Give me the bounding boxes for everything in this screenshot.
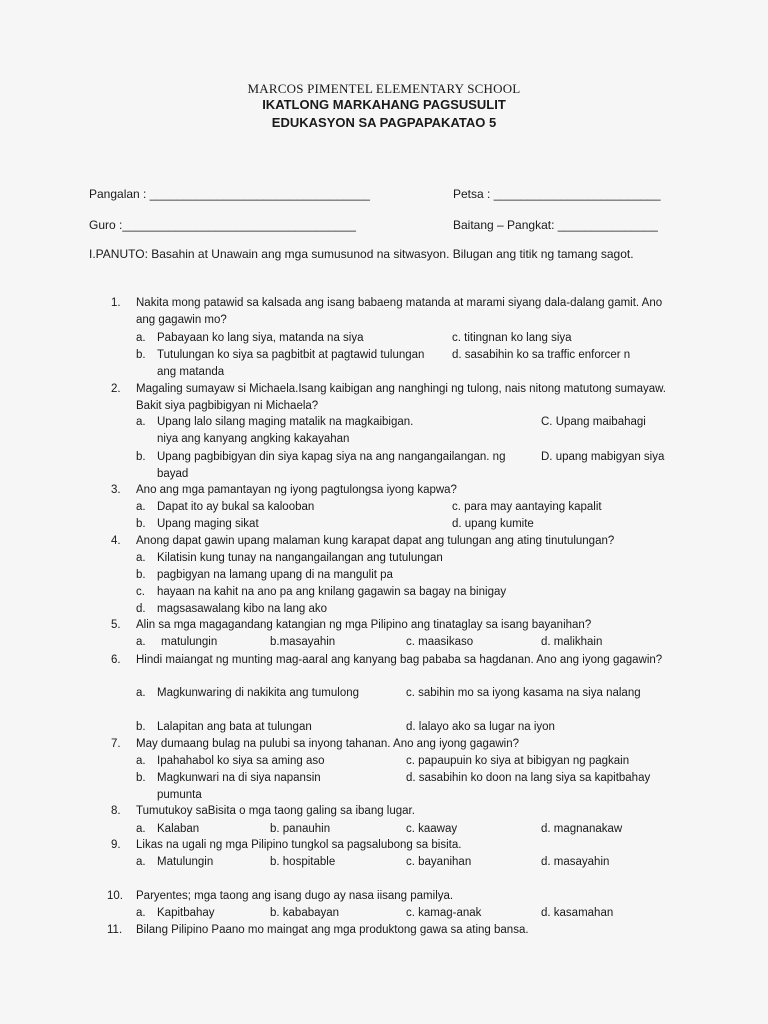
question-text: Paryentes; mga taong ang isang dugo ay nasa iisang pamilya.: [136, 890, 454, 902]
choice-text: Kalaban: [157, 823, 200, 835]
choice-text: Ipahahabol ko siya sa aming aso: [157, 755, 325, 767]
choice-letter: a.: [136, 687, 146, 699]
school-name: MARCOS PIMENTEL ELEMENTARY SCHOOL: [247, 81, 521, 96]
choice-text: c. maasikaso: [406, 636, 474, 648]
choice-text: d. sasabihin ko doon na lang siya sa kapitbahay: [406, 772, 651, 784]
choice-letter: a.: [136, 755, 146, 767]
choice-letter: a.: [136, 856, 146, 868]
choice-c: [406, 634, 473, 651]
choice-letter: a.: [136, 636, 146, 648]
choice-text: hayaan na kahit na ano pa ang knilang gagawin sa bagay na binigay: [157, 586, 507, 598]
subject-title: EDUKASYON SA PAGPAPAKATAO 5: [271, 115, 497, 130]
choice-text: Lalapitan ang bata at tulungan: [157, 721, 312, 733]
choice-b: [136, 567, 393, 584]
choice-letter: d.: [136, 603, 146, 615]
choice-text: Tutulungan ko siya sa pagbitbit at pagtawid tulungan ang matanda: [157, 349, 425, 378]
choice-b: [136, 770, 366, 804]
question-text: Anong dapat gawin upang malaman kung karapat dapat ang tulungan ang ating tinutulungan?: [136, 535, 615, 547]
choice-a: [136, 634, 217, 651]
question-number: 3.: [111, 484, 121, 496]
choice-text: b. hospitable: [270, 856, 336, 868]
choice-b: [136, 719, 312, 736]
choice-text: d. sasabihin ko sa traffic enforcer n: [452, 349, 631, 361]
choice-b: [270, 821, 330, 838]
choice-d: [452, 347, 630, 364]
question-number: 11.: [107, 924, 123, 936]
choice-c: [406, 854, 471, 871]
choice-letter: a.: [136, 907, 146, 919]
choice-c: [452, 330, 572, 347]
choice-a: [136, 499, 314, 516]
choice-letter: a.: [136, 501, 146, 513]
choice-text: d. kasamahan: [541, 907, 614, 919]
choice-b: [270, 634, 335, 651]
choice-text: Magkunwaring di nakikita ang tumulong: [157, 687, 360, 699]
choice-text: Upang maging sikat: [157, 518, 259, 530]
choice-c: [136, 584, 506, 601]
question-1: [111, 295, 671, 335]
question-number: 1.: [111, 297, 121, 309]
choice-text: Upang pagbibigyan din siya kapag siya na ang nangangailangan. ng bayad: [157, 451, 506, 480]
petsa-field: Petsa : _________________________: [453, 187, 661, 201]
choice-text: D. upang mabigyan siya: [541, 451, 665, 463]
choice-a: [136, 854, 213, 871]
question-text: Likas na ugali ng mga Pilipino tungkol sa pagsalubong sa bisita.: [136, 839, 462, 851]
choice-d: [406, 719, 555, 736]
exam-title: IKATLONG MARKAHANG PAGSUSULIT: [262, 97, 506, 112]
question-number: 9.: [111, 839, 121, 851]
choice-c: [452, 499, 602, 516]
choice-letter: a.: [136, 823, 146, 835]
choice-d: [541, 449, 664, 466]
question-number: 10.: [107, 890, 123, 902]
choice-text: c. kamag-anak: [406, 907, 482, 919]
question-text: Ano ang mga pamantayan ng iyong pagtulongsa iyong kapwa?: [136, 484, 457, 496]
baitang-field: Baitang – Pangkat: _______________: [453, 218, 658, 232]
choice-letter: b.: [136, 772, 146, 784]
choice-letter: a.: [136, 332, 146, 344]
choice-letter: b.: [136, 349, 146, 361]
choice-text: Kilatisin kung tunay na nangangailangan ang tutulungan: [157, 552, 443, 564]
choice-d: [136, 601, 327, 618]
question-text: Nakita mong patawid sa kalsada ang isang babaeng matanda at marami siyang dala-dalang gamit. Ano ang gagawin mo?: [136, 297, 663, 326]
choice-text: d. lalayo ako sa lugar na iyon: [406, 721, 555, 733]
question-number: 8.: [111, 805, 121, 817]
choice-d: [452, 516, 534, 533]
choice-c: [406, 685, 641, 702]
question-number: 7.: [111, 738, 121, 750]
choice-b: [136, 516, 259, 533]
choice-letter: b.: [136, 569, 146, 581]
choice-a: [136, 550, 443, 567]
choice-text: c. titingnan ko lang siya: [452, 332, 572, 344]
question-text: May dumaang bulag na pulubi sa inyong tahanan. Ano ang iyong gagawin?: [136, 738, 519, 750]
choice-text: Kapitbahay: [157, 907, 215, 919]
choice-text: d. magnanakaw: [541, 823, 623, 835]
choice-a: [136, 821, 199, 838]
question-8: [111, 803, 671, 823]
pangalan-field: Pangalan : _________________________________: [89, 187, 370, 201]
choice-text: b. kababayan: [270, 907, 340, 919]
question-text: Magaling sumayaw si Michaela.Isang kaibigan ang nanghingi ng tulong, nais nitong matutong sumayaw. Bakit siya pagbibigyan ni Michaela?: [136, 383, 666, 412]
choice-text: c. para may aantaying kapalit: [452, 501, 602, 513]
choice-c: [541, 414, 646, 431]
choice-text: b.masayahin: [270, 636, 336, 648]
choice-c: [406, 753, 629, 770]
choice-c: [406, 905, 481, 922]
choice-a: [136, 753, 325, 770]
choice-b: [136, 449, 536, 483]
choice-d: [541, 821, 622, 838]
instruction: I.PANUTO: Basahin at Unawain ang mga sumusunod na sitwasyon. Bilugan ang titik ng tamang sagot.: [89, 247, 634, 261]
choice-letter: b.: [136, 518, 146, 530]
choice-text: c. papaupuin ko siya at bibigyan ng pagkain: [406, 755, 630, 767]
question-number: 6.: [111, 654, 121, 666]
choice-d: [541, 854, 609, 871]
choice-text: c. kaaway: [406, 823, 458, 835]
choice-b: [270, 905, 339, 922]
choice-text: c. bayanihan: [406, 856, 472, 868]
choice-d: [406, 770, 650, 787]
question-number: 4.: [111, 535, 121, 547]
choice-a: [136, 905, 215, 922]
choice-text: Matulungin: [157, 856, 214, 868]
choice-letter: a.: [136, 416, 146, 428]
guro-field: Guro :___________________________________: [89, 218, 356, 232]
choice-a: [136, 685, 386, 702]
choice-text: pagbigyan na lamang upang di na mangulit pa: [157, 569, 393, 581]
question-text: Hindi maiangat ng munting mag-aaral ang kanyang bag pababa sa hagdanan. Ano ang iyong gagawin?: [136, 654, 663, 666]
question-number: 2.: [111, 383, 121, 395]
choice-a: [136, 414, 426, 448]
question-text: Alin sa mga magagandang katangian ng mga Pilipino ang tinataglay sa isang bayanihan?: [136, 619, 592, 631]
choice-text: d. malikhain: [541, 636, 603, 648]
choice-text: Dapat ito ay bukal sa kalooban: [157, 501, 315, 513]
choice-a: [136, 330, 364, 347]
choice-text: b. panauhin: [270, 823, 331, 835]
question-number: 5.: [111, 619, 121, 631]
question-text: Bilang Pilipino Paano mo maingat ang mga produktong gawa sa ating bansa.: [136, 924, 529, 936]
choice-letter: c.: [136, 586, 145, 598]
choice-text: C. Upang maibahagi: [541, 416, 646, 428]
choice-text: magsasawalang kibo na lang ako: [157, 603, 328, 615]
choice-text: Pabayaan ko lang siya, matanda na siya: [157, 332, 364, 344]
choice-b: [136, 347, 436, 381]
choice-letter: b.: [136, 721, 146, 733]
choice-letter: b.: [136, 451, 146, 463]
question-text: Tumutukoy saBisita o mga taong galing sa ibang lugar.: [136, 805, 415, 817]
choice-text: Upang lalo silang maging matalik na magkaibigan. niya ang kanyang angking kakayahan: [157, 416, 414, 445]
choice-text: d. upang kumite: [452, 518, 534, 530]
choice-d: [541, 905, 613, 922]
choice-text: matulungin: [161, 636, 218, 648]
choice-c: [406, 821, 457, 838]
choice-b: [270, 854, 335, 871]
choice-text: Magkunwari na di siya napansin pumunta: [157, 772, 321, 801]
question-11: [107, 922, 667, 942]
choice-d: [541, 634, 602, 651]
choice-text: c. sabihin mo sa iyong kasama na siya nalang: [406, 687, 641, 699]
choice-text: d. masayahin: [541, 856, 610, 868]
choice-letter: a.: [136, 552, 146, 564]
